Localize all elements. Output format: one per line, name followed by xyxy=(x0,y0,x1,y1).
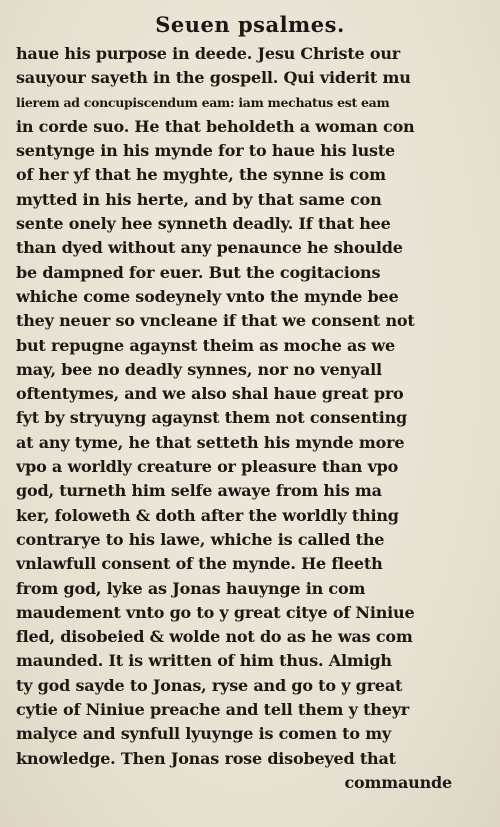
text-line: of her yf that he myghte, the synne is com xyxy=(16,165,386,185)
catchword: commaunde xyxy=(344,772,452,792)
text-line: in corde suo. He that beholdeth a woman con xyxy=(16,116,415,136)
text-line: ty god sayde to Jonas, ryse and go to y great xyxy=(16,675,403,695)
text-line: oftentymes, and we also shal haue great pro xyxy=(16,384,404,404)
text-line: maudement vnto go to y great citye of Niniue xyxy=(16,602,415,622)
text-line: sente onely hee synneth deadly. If that hee xyxy=(16,214,391,234)
text-line: may, bee no deadly synnes, nor no venyall xyxy=(16,359,382,379)
text-line: vnlawfull consent of the mynde. He fleeth xyxy=(16,554,383,574)
text-line: mytted in his herte, and by that same con xyxy=(16,189,382,209)
text-line: vpo a worldly creature or pleasure than vpo xyxy=(16,457,399,477)
text-line: than dyed without any penaunce he shoulde xyxy=(16,238,403,258)
text-line: contrarye to his lawe, whiche is called the xyxy=(16,529,385,549)
text-line: sentynge in his mynde for to haue his luste xyxy=(16,141,395,161)
text-line: malyce and synfull lyuynge is comen to my xyxy=(16,724,392,744)
text-line: cytie of Niniue preache and tell them y theyr xyxy=(16,700,410,720)
text-line: knowledge. Then Jonas rose disobeyed that xyxy=(16,748,396,768)
text-line: god, turneth him selfe awaye from his ma xyxy=(16,481,382,501)
text-line: be dampned for euer. But the cogitacions xyxy=(16,262,381,282)
text-line: from god, lyke as Jonas hauynge in com xyxy=(16,578,366,598)
body-text xyxy=(16,42,486,795)
text-line: maunded. It is written of him thus. Almigh xyxy=(16,651,392,671)
text-line: at any tyme, he that setteth his mynde more xyxy=(16,432,405,452)
text-line: haue his purpose in deede. Jesu Christe our xyxy=(16,44,400,63)
text-line: ker, foloweth & doth after the worldly thing xyxy=(16,505,399,525)
text-line: they neuer so vncleane if that we consent not xyxy=(16,311,415,331)
text-line: but repugne agaynst theim as moche as we xyxy=(16,335,395,355)
running-header: Seuen psalmes. xyxy=(155,12,345,37)
text-line: sauyour sayeth in the gospell. Qui viderit mu xyxy=(16,68,411,88)
text-line: fled, disobeied & wolde not do as he was com xyxy=(16,627,413,647)
text-line: fyt by stryuyng agaynst them not consenting xyxy=(16,408,407,428)
text-line: whiche come sodeynely vnto the mynde bee xyxy=(16,286,399,306)
text-line: lierem ad concupiscendum eam: iam mechatus est eam xyxy=(16,94,390,110)
